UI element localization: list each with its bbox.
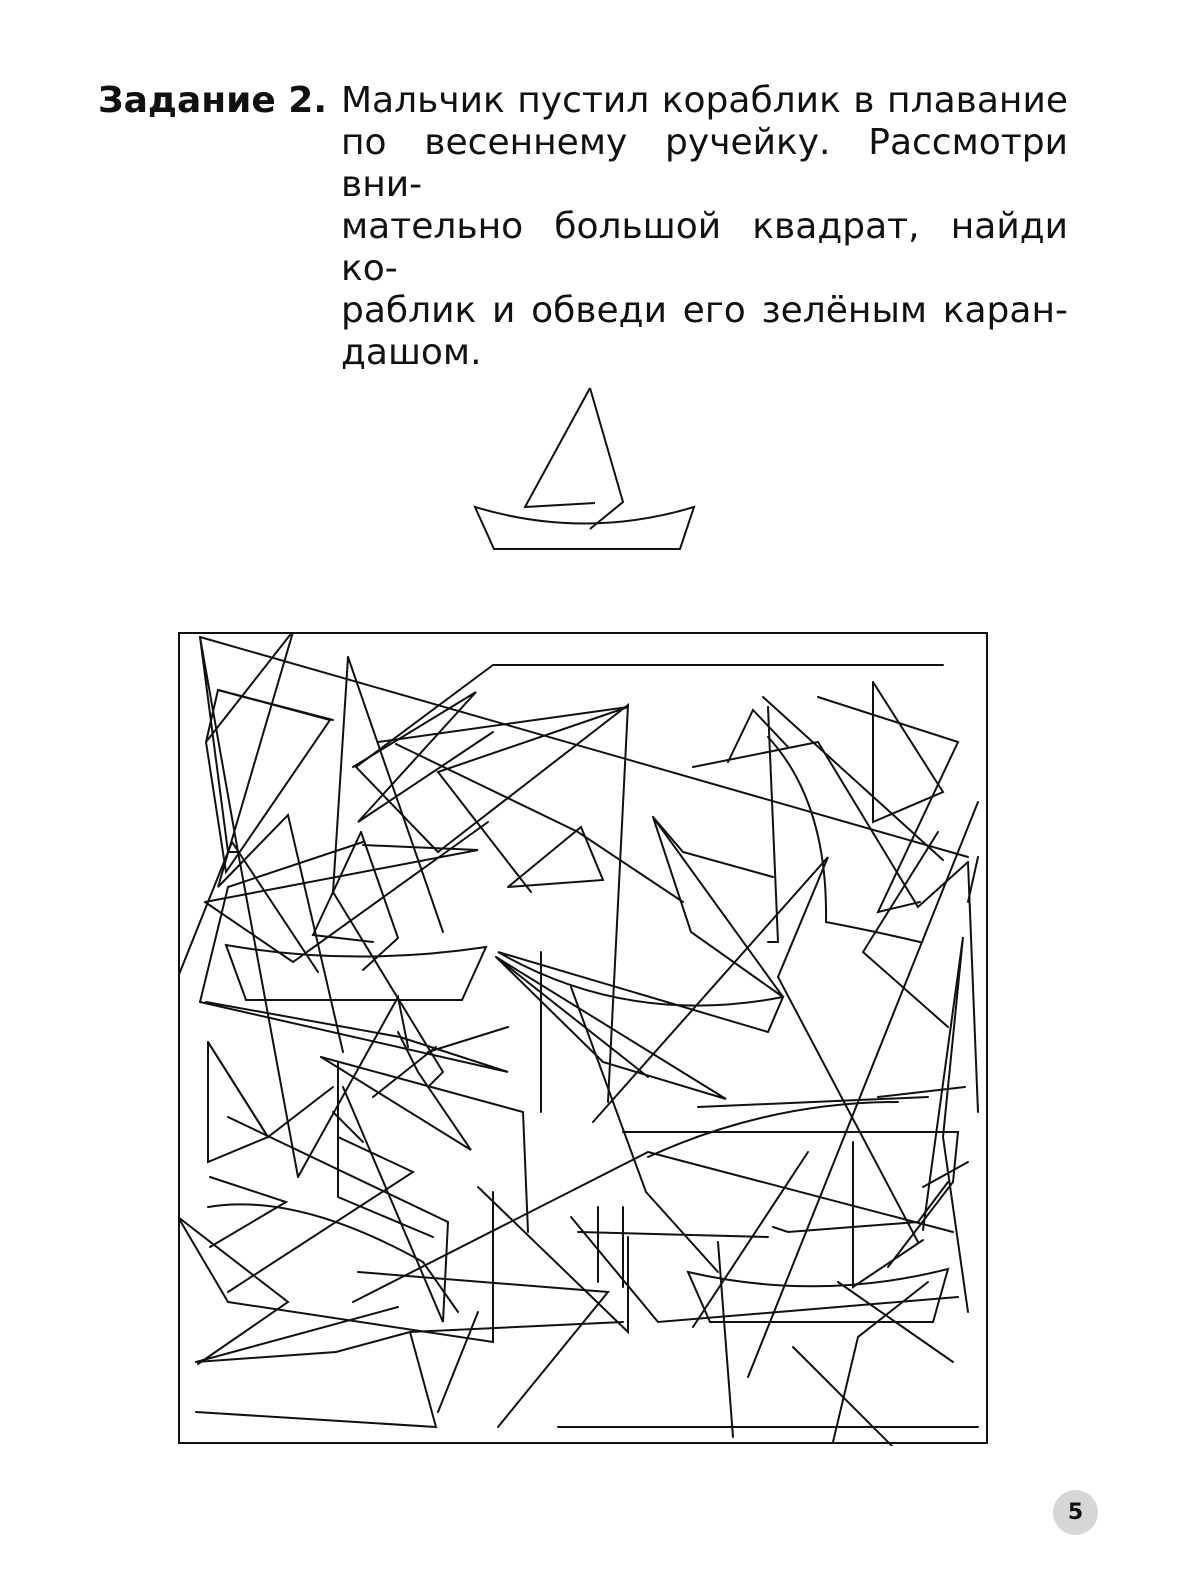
task-text-line: Мальчик пустил кораблик в плавание	[341, 80, 1068, 121]
task-label: Задание 2.	[98, 80, 328, 121]
decoy-curve	[208, 1204, 458, 1312]
tangled-lines	[178, 632, 978, 1446]
task-text-line: дашом.	[341, 332, 482, 373]
page-number: 5	[1053, 1490, 1098, 1535]
decoy-curve	[648, 1102, 898, 1157]
task-text-line: раблик и обведи его зелёным каран-	[341, 290, 1068, 331]
task-text	[341, 80, 1068, 374]
tangled-lines-square	[178, 632, 990, 1446]
sample-boat-illustration	[470, 385, 700, 555]
task-text-line: мательно большой квадрат, найди ко-	[341, 206, 1068, 289]
sample-boat-hull	[475, 507, 694, 549]
sample-boat-sail	[525, 388, 623, 529]
decoy-curve	[768, 737, 920, 942]
task-text-line: по весеннему ручейку. Рассмотри вни-	[341, 122, 1068, 205]
